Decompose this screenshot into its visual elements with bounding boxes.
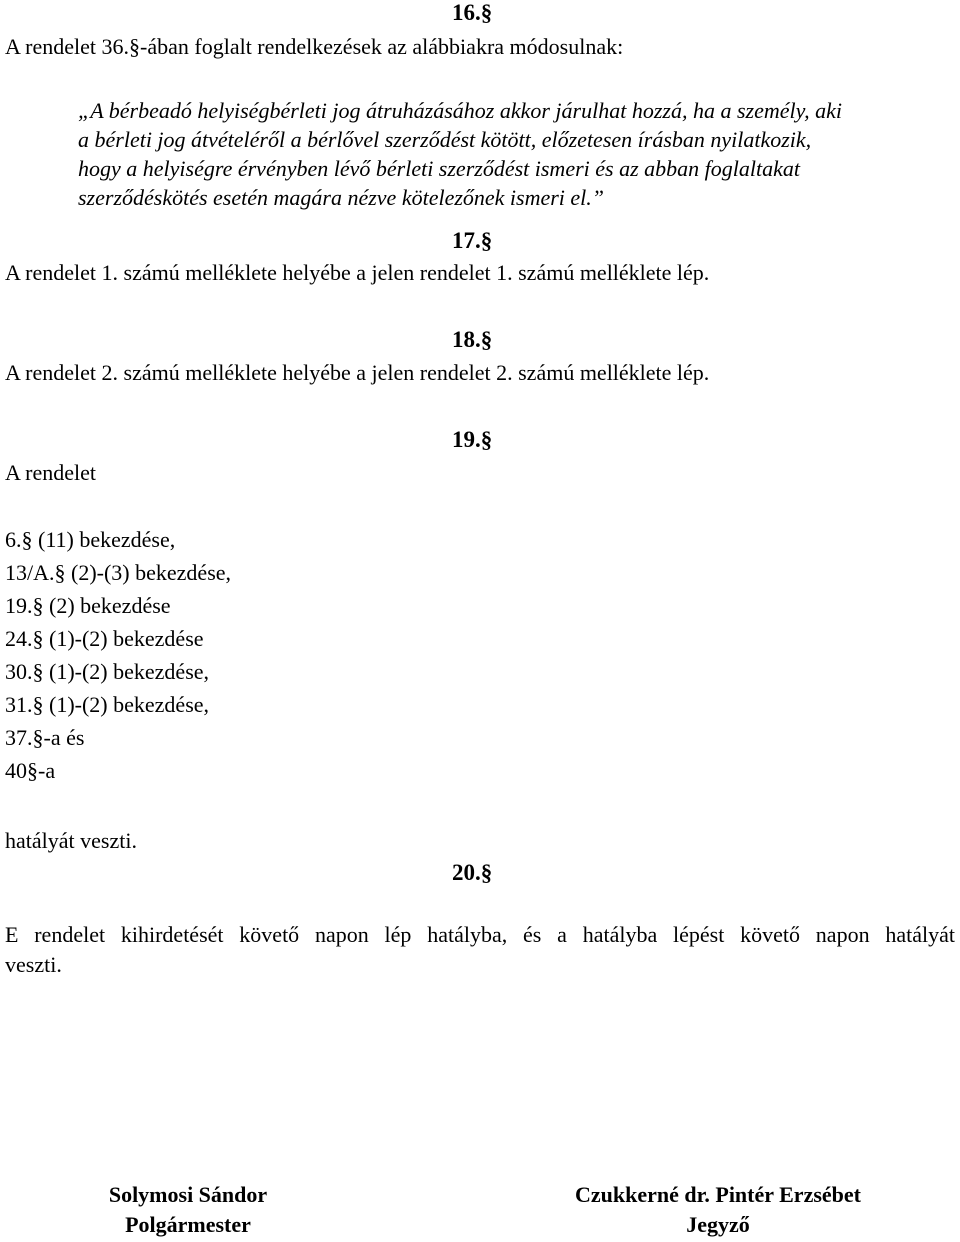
list-item: 30.§ (1)-(2) bekezdése, — [5, 659, 210, 684]
list-item: 13/A.§ (2)-(3) bekezdése, — [5, 560, 232, 585]
quote-line-4: szerződéskötés esetén magára nézve kötelezőnek ismeri el.” — [78, 185, 605, 210]
section-17-text: A rendelet 1. számú melléklete helyébe a jelen rendelet 1. számú melléklete lép. — [5, 260, 710, 285]
list-item: 37.§-a és — [5, 725, 85, 750]
section-19-heading: 19.§ — [452, 427, 493, 452]
signature-left-title: Polgármester — [125, 1212, 251, 1237]
section-20-text-line-1: E rendelet kihirdetését követő napon lép hatályba, és a hatályba lépést követő napon hatályát — [5, 922, 955, 947]
section-16-heading: 16.§ — [452, 0, 493, 25]
list-item: 24.§ (1)-(2) bekezdése — [5, 626, 204, 651]
section-19-intro: A rendelet — [5, 460, 97, 485]
list-item: 19.§ (2) bekezdése — [5, 593, 171, 618]
section-20-heading: 20.§ — [452, 860, 493, 885]
signature-left-name: Solymosi Sándor — [108, 1182, 268, 1207]
signature-right-name: Czukkerné dr. Pintér Erzsébet — [575, 1182, 861, 1207]
signature-right — [540, 1180, 896, 1240]
quote-line-2: a bérleti jog átvételéről a bérlővel szerződést kötött, előzetesen írásban nyilatkozik, — [78, 127, 812, 152]
section-18-text: A rendelet 2. számú melléklete helyébe a jelen rendelet 2. számú melléklete lép. — [5, 360, 710, 385]
list-item: 40§-a — [5, 758, 56, 783]
quote-line-1: „A bérbeadó helyiségbérleti jog átruházásához akkor járulhat hozzá, ha a személy, aki — [78, 98, 843, 123]
list-item: 6.§ (11) bekezdése, — [5, 527, 176, 552]
section-20-text-line-2: veszti. — [5, 952, 62, 977]
section-17-heading: 17.§ — [452, 228, 493, 253]
quote-line-3: hogy a helyiségre érvényben lévő bérleti szerződést ismeri és az abban foglaltakat — [78, 156, 800, 181]
signature-right-title: Jegyző — [686, 1212, 750, 1237]
section-16-quote — [78, 96, 958, 212]
list-item: 31.§ (1)-(2) bekezdése, — [5, 692, 210, 717]
section-18-heading: 18.§ — [452, 327, 493, 352]
section-16-intro: A rendelet 36.§-ában foglalt rendelkezések az alábbiakra módosulnak: — [5, 34, 624, 59]
signature-left — [68, 1180, 308, 1240]
section-19-outro: hatályát veszti. — [5, 828, 137, 853]
